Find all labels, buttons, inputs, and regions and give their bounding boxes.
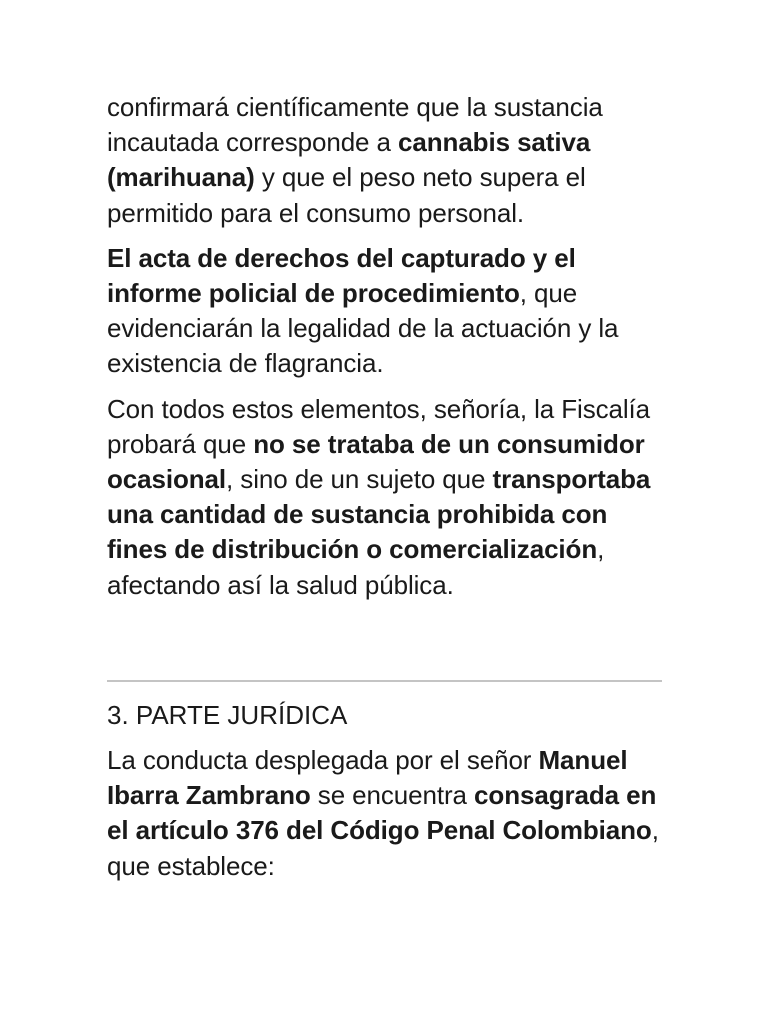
paragraph-evidence-analysis [107, 90, 667, 231]
text-segment: , sino de un sujeto que [226, 464, 493, 495]
bold-text-segment: Manuel Ibarra Zambrano [107, 745, 628, 811]
bold-text-segment: El acta de derechos del capturado y el informe policial de procedimiento [107, 242, 576, 309]
bold-text-segment: consagrada en el artículo 376 del Código Penal Colombiano [107, 780, 657, 846]
bold-text-segment: cannabis sativa (marihuana) [107, 127, 591, 193]
bold-text-segment: transportaba una cantidad de sustancia prohibida con fines de distribución o comercialización [107, 464, 651, 565]
text-segment: , que evidenciarán la legalidad de la actuación y la existencia de flagrancia. [107, 278, 619, 379]
legal-section [107, 698, 667, 894]
section-divider [107, 680, 662, 682]
text-segment: se encuentra [310, 780, 475, 811]
paragraph-legal-basis [107, 743, 667, 884]
text-segment: y que el peso neto supera el permitido para el consumo personal. [107, 162, 586, 228]
paragraph-capture-records [107, 241, 667, 382]
text-segment: , que establece: [107, 815, 659, 881]
text-segment: , afectando así la salud pública. [107, 534, 605, 600]
document-body [107, 90, 667, 613]
text-segment: confirmará científicamente que la sustancia incautada corresponde a [107, 92, 603, 158]
text-segment: Con todos estos elementos, señoría, la Fiscalía probará que [107, 393, 651, 459]
text-segment: La conducta desplegada por el señor [107, 745, 539, 775]
paragraph-conclusion [107, 392, 667, 603]
bold-text-segment: no se trataba de un consumidor ocasional [107, 428, 645, 495]
section-heading: 3. PARTE JURÍDICA [107, 700, 348, 730]
